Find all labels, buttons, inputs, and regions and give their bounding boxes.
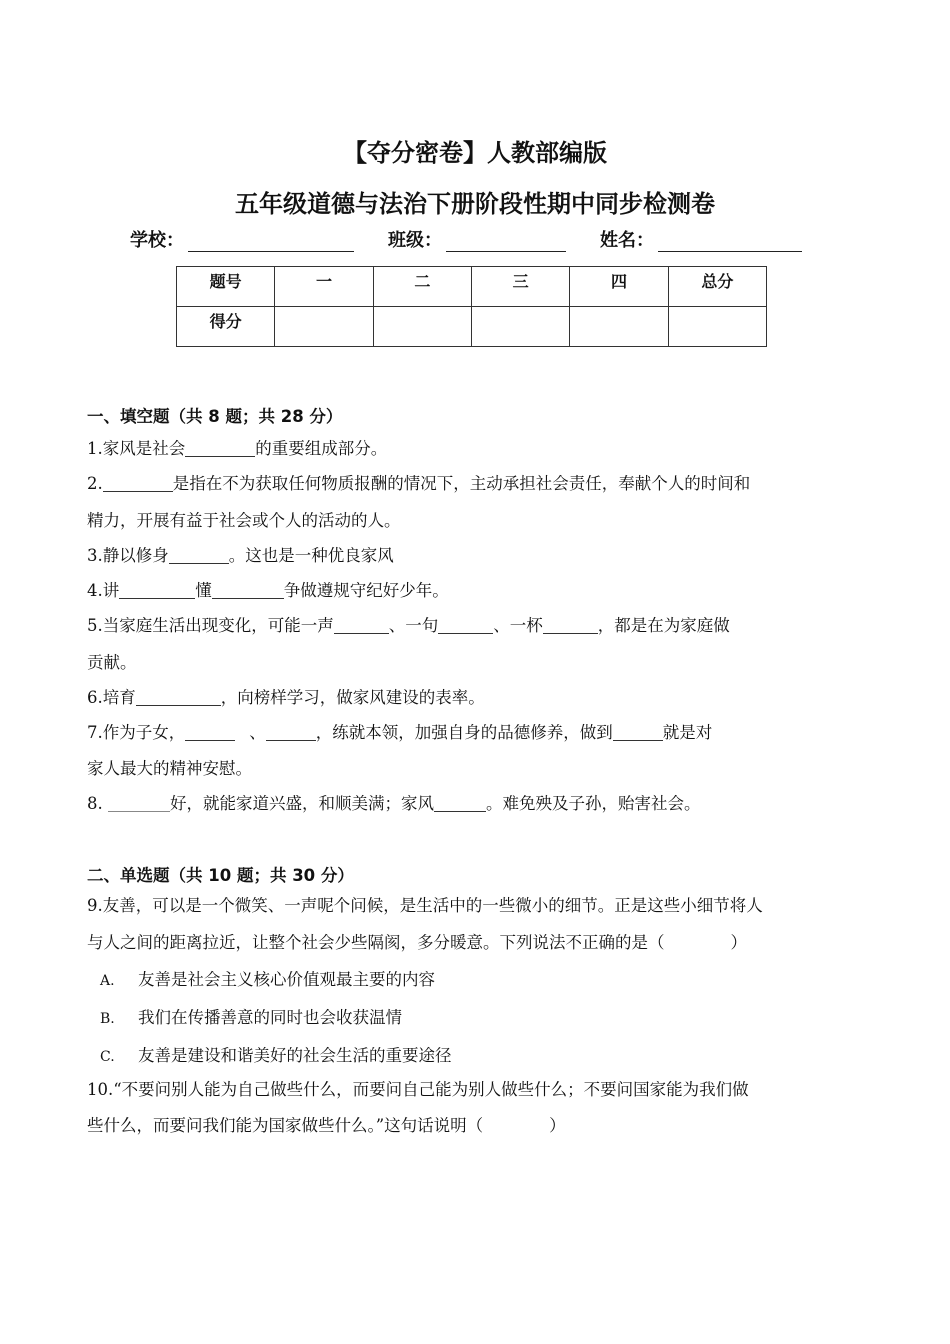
answer-blank[interactable] — [108, 793, 170, 812]
score-table-header-row — [177, 267, 767, 307]
answer-blank[interactable] — [543, 615, 598, 634]
option-text: 我们在传播善意的同时也会收获温情 — [138, 1008, 402, 1027]
section2-heading: 二、单选题（共 10 题；共 30 分） — [87, 866, 354, 885]
class-field[interactable] — [388, 226, 566, 252]
answer-blank[interactable] — [119, 580, 195, 599]
score-table-cell: 二 — [373, 267, 471, 307]
exam-title-line1: 【夺分密卷】人教部编版 — [343, 139, 607, 167]
question-6: 6.培育 ，向榜样学习，做家风建设的表率。 — [87, 688, 485, 707]
question-9-cont: 与人之间的距离拉近，让整个社会少些隔阂，多分暖意。下列说法不正确的是（ ） — [87, 933, 747, 952]
score-table-cell: 总分 — [668, 267, 766, 307]
option-b[interactable] — [100, 1004, 402, 1028]
question-8: 8. 好，就能家道兴盛，和顺美满；家风 。难免殃及子孙，贻害社会。 — [87, 794, 701, 813]
question-2: 2. 是指在不为获取任何物质报酬的情况下，主动承担社会责任，奉献个人的时间和 — [87, 474, 751, 493]
score-table-cell: 四 — [570, 267, 668, 307]
answer-blank[interactable] — [185, 438, 255, 457]
name-label: 姓名： — [600, 230, 654, 251]
question-10-cont: 些什么，而要问我们能为国家做些什么。”这句话说明（ ） — [87, 1116, 566, 1135]
score-table-cell: 三 — [471, 267, 569, 307]
score-table-cell: 得分 — [177, 307, 275, 347]
school-field[interactable] — [130, 226, 354, 252]
question-4: 4.讲 懂 争做遵规守纪好少年。 — [87, 581, 449, 600]
question-9: 9.友善，可以是一个微笑、一声呢个问候，是生活中的一些微小的细节。正是这些小细节将人 — [87, 896, 763, 915]
answer-blank[interactable] — [266, 722, 316, 741]
question-3: 3.静以修身 。这也是一种优良家风 — [87, 546, 394, 565]
answer-blank[interactable] — [438, 615, 493, 634]
question-5-cont: 贡献。 — [87, 653, 137, 672]
score-input-cell[interactable] — [668, 307, 766, 347]
score-input-cell[interactable] — [275, 307, 373, 347]
option-label: A. — [100, 973, 115, 989]
score-table-score-row — [177, 307, 767, 347]
answer-blank[interactable] — [212, 580, 284, 599]
option-a[interactable] — [100, 966, 435, 990]
question-1: 1.家风是社会 的重要组成部分。 — [87, 439, 388, 458]
answer-blank[interactable] — [185, 722, 235, 741]
section1-heading: 一、填空题（共 8 题；共 28 分） — [87, 407, 343, 426]
answer-blank[interactable] — [169, 545, 229, 564]
option-label: C. — [100, 1049, 115, 1065]
score-table — [176, 266, 767, 347]
school-blank[interactable] — [188, 231, 354, 252]
class-blank[interactable] — [446, 231, 566, 252]
score-input-cell[interactable] — [373, 307, 471, 347]
class-label: 班级： — [388, 230, 442, 251]
answer-blank[interactable] — [613, 722, 663, 741]
score-table-cell: 一 — [275, 267, 373, 307]
question-7: 7.作为子女， 、 ，练就本领，加强自身的品德修养，做到 就是对 — [87, 723, 713, 742]
exam-title-line2: 五年级道德与法治下册阶段性期中同步检测卷 — [235, 190, 715, 218]
question-5: 5.当家庭生活出现变化，可能一声 、一句 、一杯 ，都是在为家庭做 — [87, 616, 730, 635]
question-10: 10.“不要问别人能为自己做些什么，而要问自己能为别人做些什么；不要问国家能为我们做 — [87, 1080, 749, 1099]
option-label: B. — [100, 1011, 115, 1027]
name-blank[interactable] — [658, 231, 802, 252]
question-7-cont: 家人最大的精神安慰。 — [87, 759, 252, 778]
score-input-cell[interactable] — [471, 307, 569, 347]
answer-blank[interactable] — [434, 793, 486, 812]
answer-blank[interactable] — [334, 615, 389, 634]
student-info-row — [130, 226, 830, 254]
score-input-cell[interactable] — [570, 307, 668, 347]
answer-blank[interactable] — [103, 473, 173, 492]
score-table-cell: 题号 — [177, 267, 275, 307]
answer-blank[interactable] — [136, 687, 221, 706]
option-text: 友善是建设和谐美好的社会生活的重要途径 — [138, 1046, 452, 1065]
question-2-cont: 精力，开展有益于社会或个人的活动的人。 — [87, 511, 401, 530]
name-field[interactable] — [600, 226, 802, 252]
school-label: 学校： — [130, 230, 184, 251]
option-text: 友善是社会主义核心价值观最主要的内容 — [138, 970, 435, 989]
option-c[interactable] — [100, 1042, 452, 1066]
